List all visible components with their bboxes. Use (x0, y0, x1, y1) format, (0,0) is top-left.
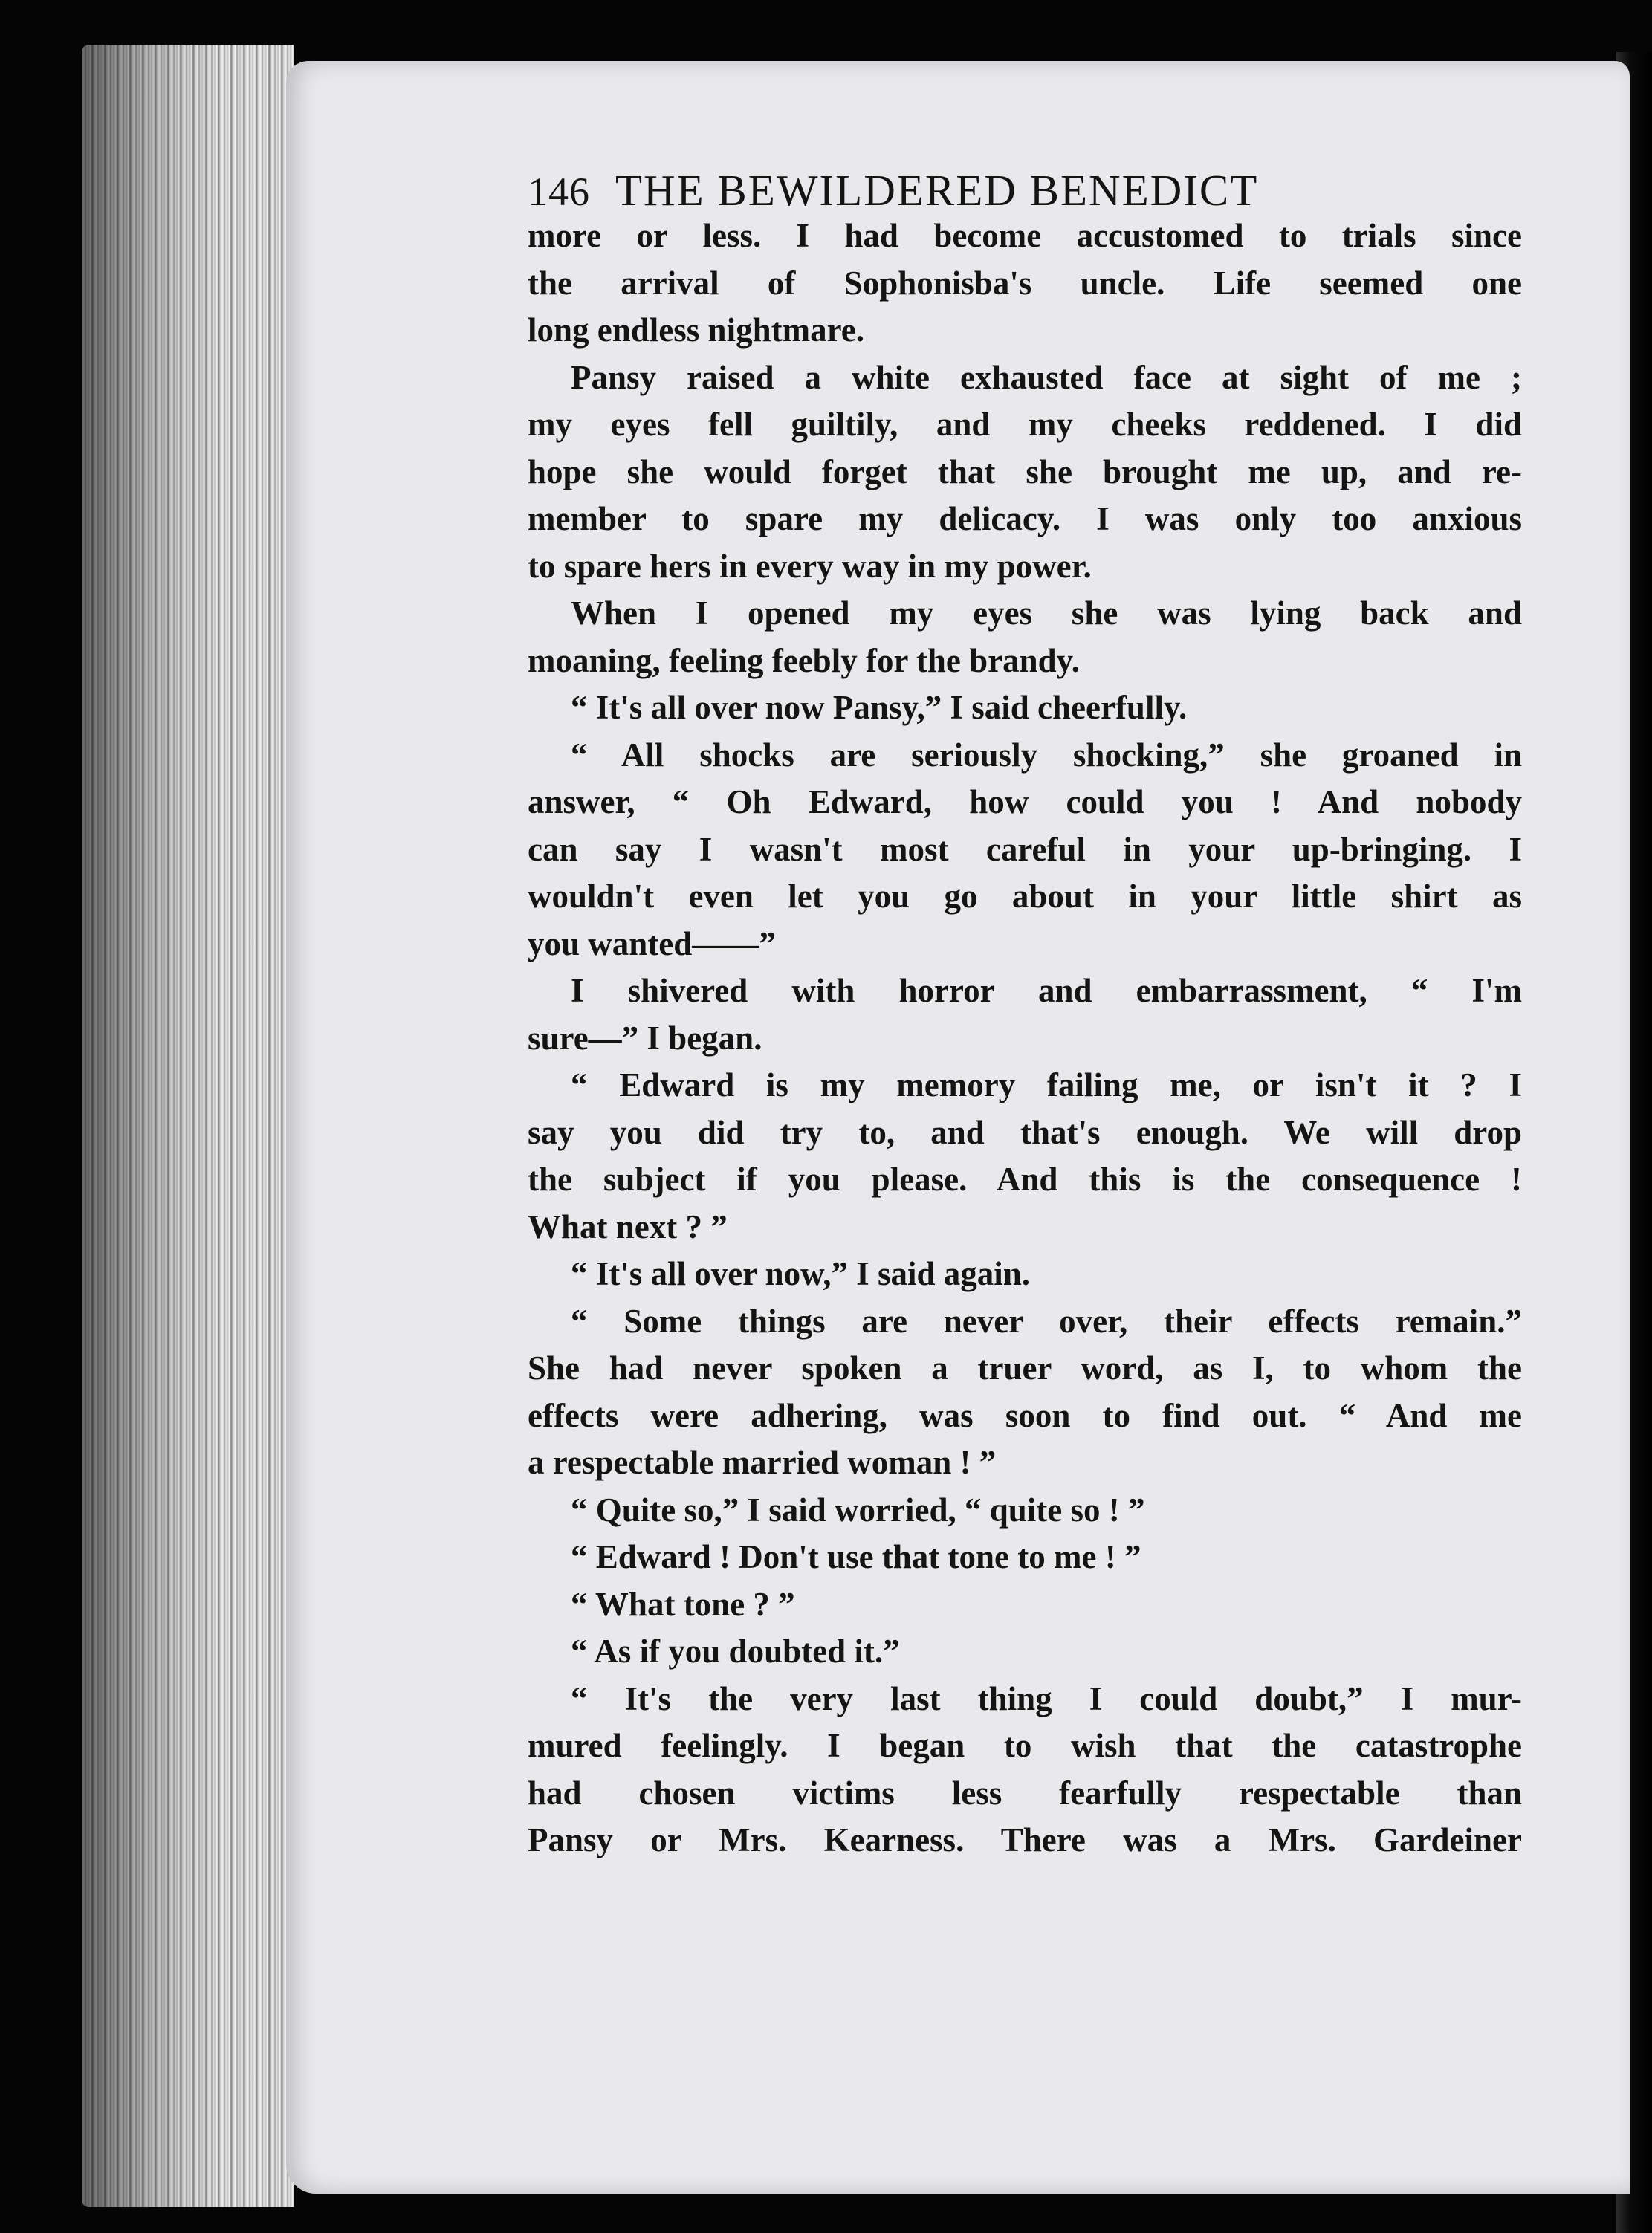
text-line: member to spare my delicacy. I was only too anxious (528, 500, 1522, 537)
text-line: more or less. I had become accustomed to trials since (528, 217, 1522, 254)
text-line: “ It's the very last thing I could doubt,” I mur- (571, 1679, 1522, 1717)
text-line: the arrival of Sophonisba's uncle. Life seemed one (528, 264, 1522, 302)
text-line: “ As if you doubted it.” (571, 1633, 900, 1670)
text-line: Pansy raised a white exhausted face at sight of me ; (571, 358, 1522, 396)
text-line: mured feelingly. I began to wish that the catastrophe (528, 1727, 1522, 1764)
text-line: When I opened my eyes she was lying back and (571, 594, 1522, 632)
text-line: “ It's all over now,” I said again. (571, 1255, 1031, 1292)
body-text (528, 213, 1522, 1864)
text-line: the subject if you please. And this is the consequence ! (528, 1161, 1522, 1198)
text-line: to spare hers in every way in my power. (528, 547, 1092, 585)
text-line: a respectable married woman ! ” (528, 1444, 997, 1481)
text-line: Pansy or Mrs. Kearness. There was a Mrs. Gardeiner (528, 1821, 1522, 1858)
text-line: “ All shocks are seriously shocking,” she groaned in (571, 736, 1522, 774)
page-edge-shadow (82, 45, 216, 2207)
text-line: “ What tone ? ” (571, 1585, 795, 1623)
text-line: moaning, feeling feebly for the brandy. (528, 641, 1080, 679)
text-line: had chosen victims less fearfully respectable than (528, 1774, 1522, 1812)
text-line: my eyes fell guiltily, and my cheeks reddened. I did (528, 406, 1522, 443)
text-line: answer, “ Oh Edward, how could you ! And nobody (528, 783, 1522, 820)
page-number: 146 (528, 169, 590, 214)
text-line: “ Quite so,” I said worried, “ quite so ! ” (571, 1491, 1145, 1529)
text-line: What next ? ” (528, 1208, 728, 1245)
text-line: I shivered with horror and embarrassment, “ I'm (571, 972, 1522, 1009)
text-line: can say I wasn't most careful in your up-bringing. I (528, 830, 1522, 868)
text-line: hope she would forget that she brought me up, and re- (528, 453, 1522, 490)
text-line: you wanted——” (528, 924, 776, 962)
text-line: “ Edward ! Don't use that tone to me ! ” (571, 1538, 1141, 1575)
text-line: “ It's all over now Pansy,” I said cheerfully. (571, 689, 1188, 726)
text-line: She had never spoken a truer word, as I, to whom the (528, 1349, 1522, 1387)
text-line: say you did try to, and that's enough. We will drop (528, 1113, 1522, 1151)
text-line: sure—” I began. (528, 1019, 762, 1057)
text-line: “ Edward is my memory failing me, or isn't it ? I (571, 1066, 1522, 1103)
text-line: “ Some things are never over, their effects remain.” (571, 1302, 1522, 1340)
text-block (528, 165, 1522, 1864)
text-line: wouldn't even let you go about in your little shirt as (528, 878, 1522, 915)
running-head (528, 165, 1522, 213)
text-line: effects were adhering, was soon to find out. “ And me (528, 1396, 1522, 1434)
text-line: long endless nightmare. (528, 311, 864, 349)
book-title: THE BEWILDERED BENEDICT (615, 166, 1259, 215)
